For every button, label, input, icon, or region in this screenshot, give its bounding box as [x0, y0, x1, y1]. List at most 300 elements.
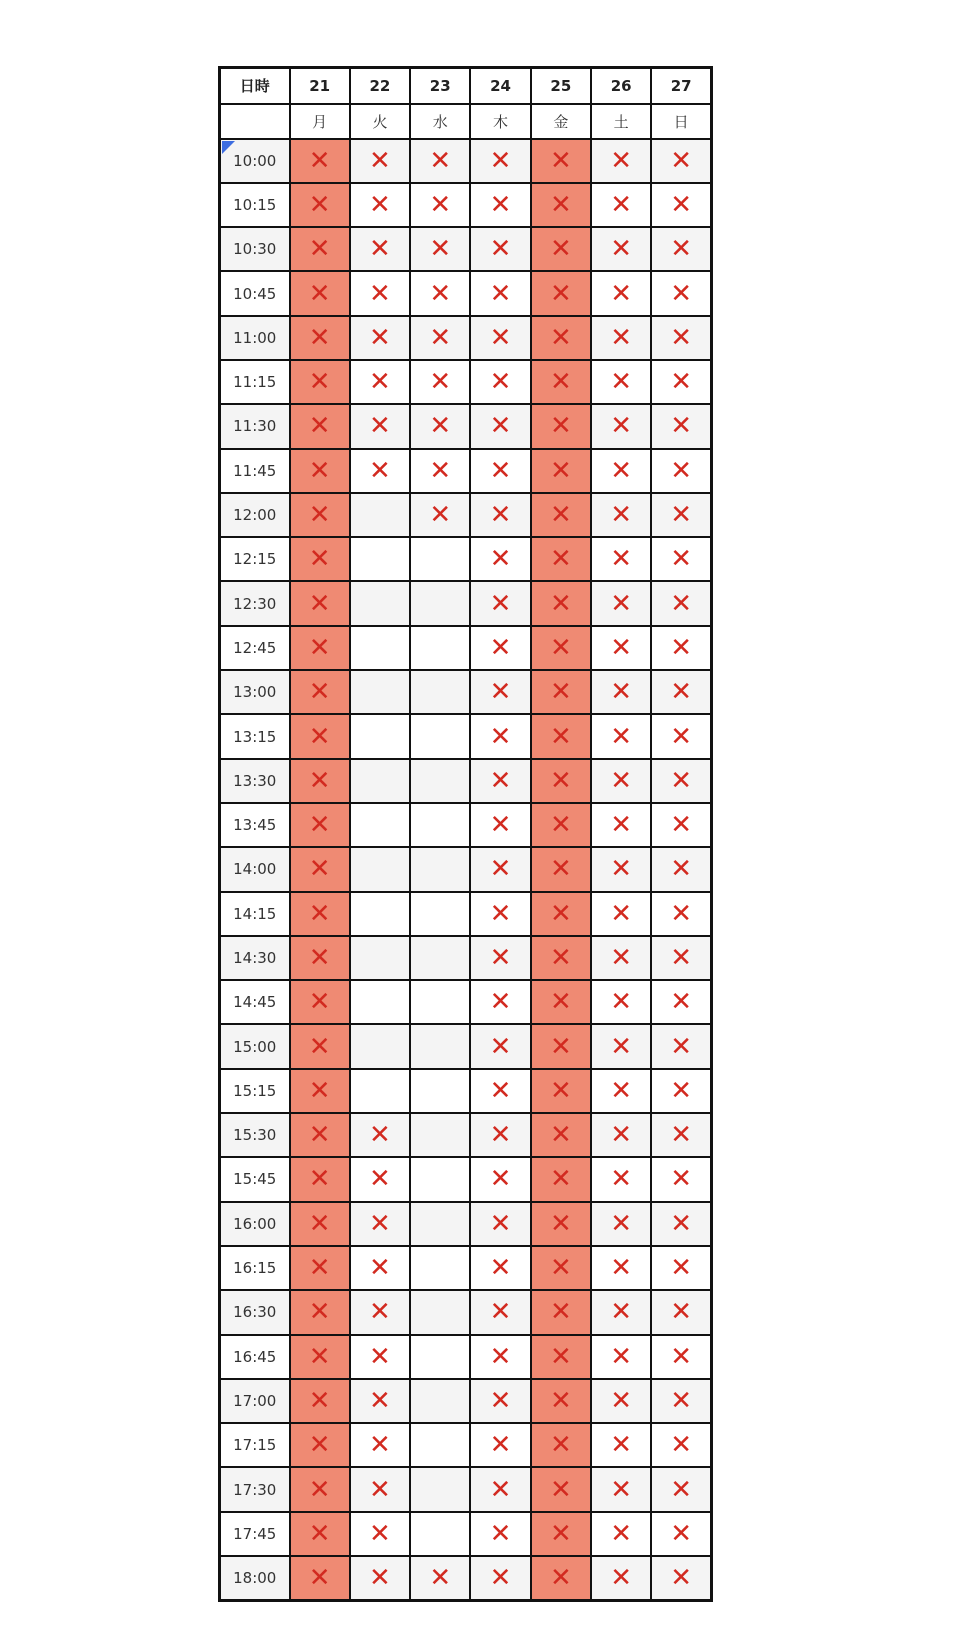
slot-cell-unavailable [470, 1290, 530, 1334]
unavailable-x-icon: ✕ [429, 189, 452, 220]
weekday-header-row [220, 104, 712, 139]
time-slot-row [220, 1335, 712, 1379]
slot-cell-available[interactable] [350, 936, 410, 980]
unavailable-x-icon: ✕ [670, 411, 693, 442]
slot-cell-available[interactable] [410, 537, 470, 581]
time-slot-row [220, 892, 712, 936]
slot-cell-available[interactable] [410, 626, 470, 670]
time-text: 10:30 [233, 240, 277, 259]
time-text: 12:15 [233, 550, 277, 569]
unavailable-x-icon: ✕ [610, 1341, 633, 1372]
slot-cell-unavailable [470, 626, 530, 670]
unavailable-x-icon: ✕ [308, 898, 331, 929]
slot-cell-unavailable [470, 316, 530, 360]
time-text: 16:00 [233, 1214, 277, 1233]
slot-cell-unavailable [290, 1335, 350, 1379]
unavailable-x-icon: ✕ [670, 854, 693, 885]
unavailable-x-icon: ✕ [610, 1518, 633, 1549]
unavailable-x-icon: ✕ [369, 1562, 391, 1593]
slot-cell-available[interactable] [410, 847, 470, 891]
time-text: 12:45 [233, 638, 277, 657]
slot-cell-unavailable [591, 493, 651, 537]
slot-cell-unavailable [470, 1556, 530, 1600]
unavailable-x-icon: ✕ [489, 1164, 512, 1195]
slot-cell-unavailable [350, 1423, 410, 1467]
unavailable-x-icon: ✕ [308, 1208, 331, 1239]
unavailable-x-icon: ✕ [308, 455, 331, 486]
unavailable-x-icon: ✕ [489, 1562, 512, 1593]
slot-cell-unavailable [651, 1202, 711, 1246]
unavailable-x-icon: ✕ [429, 278, 452, 309]
weekday-header: 水 [410, 104, 470, 139]
unavailable-x-icon: ✕ [549, 189, 572, 220]
unavailable-x-icon: ✕ [610, 145, 633, 176]
time-label [220, 936, 290, 980]
slot-cell-unavailable [470, 1024, 530, 1068]
slot-cell-unavailable [651, 847, 711, 891]
time-slot-row [220, 1423, 712, 1467]
slot-cell-unavailable [651, 271, 711, 315]
unavailable-x-icon: ✕ [489, 1253, 512, 1284]
time-text: 10:15 [233, 195, 277, 214]
unavailable-x-icon: ✕ [670, 1385, 693, 1416]
unavailable-x-icon: ✕ [549, 765, 572, 796]
time-text: 14:00 [233, 860, 277, 879]
unavailable-x-icon: ✕ [308, 721, 331, 752]
unavailable-x-icon: ✕ [369, 1518, 391, 1549]
slot-cell-unavailable [531, 1379, 591, 1423]
slot-cell-unavailable [591, 1379, 651, 1423]
slot-cell-unavailable [410, 271, 470, 315]
unavailable-x-icon: ✕ [610, 1562, 633, 1593]
slot-cell-unavailable [591, 847, 651, 891]
date-header: 21 [290, 68, 350, 104]
slot-cell-unavailable [290, 1113, 350, 1157]
slot-cell-unavailable [290, 139, 350, 183]
slot-cell-unavailable [470, 1246, 530, 1290]
unavailable-x-icon: ✕ [308, 1164, 331, 1195]
slot-cell-unavailable [651, 1069, 711, 1113]
slot-cell-unavailable [470, 980, 530, 1024]
unavailable-x-icon: ✕ [489, 234, 512, 265]
slot-cell-available[interactable] [410, 980, 470, 1024]
date-header: 23 [410, 68, 470, 104]
slot-cell-available[interactable] [410, 1157, 470, 1201]
time-label [220, 1467, 290, 1511]
slot-cell-unavailable [470, 1379, 530, 1423]
slot-cell-unavailable [591, 404, 651, 448]
unavailable-x-icon: ✕ [308, 987, 331, 1018]
time-slot-row [220, 183, 712, 227]
unavailable-x-icon: ✕ [549, 721, 572, 752]
weekday-header: 金 [531, 104, 591, 139]
time-label [220, 449, 290, 493]
slot-cell-unavailable [470, 139, 530, 183]
slot-cell-available[interactable] [410, 1467, 470, 1511]
unavailable-x-icon: ✕ [610, 898, 633, 929]
time-text: 14:45 [233, 993, 277, 1012]
unavailable-x-icon: ✕ [429, 322, 452, 353]
time-label [220, 759, 290, 803]
slot-cell-unavailable [290, 1202, 350, 1246]
time-slot-row [220, 493, 712, 537]
slot-cell-unavailable [290, 581, 350, 625]
slot-cell-unavailable [531, 449, 591, 493]
time-label [220, 1512, 290, 1556]
slot-cell-available[interactable] [350, 803, 410, 847]
unavailable-x-icon: ✕ [670, 898, 693, 929]
unavailable-x-icon: ✕ [670, 1297, 693, 1328]
time-label [220, 1024, 290, 1068]
slot-cell-unavailable [470, 670, 530, 714]
slot-cell-unavailable [350, 1290, 410, 1334]
slot-cell-unavailable [410, 449, 470, 493]
time-slot-row [220, 759, 712, 803]
unavailable-x-icon: ✕ [610, 411, 633, 442]
unavailable-x-icon: ✕ [308, 765, 331, 796]
slot-cell-available[interactable] [410, 1379, 470, 1423]
time-slot-row [220, 1379, 712, 1423]
slot-cell-unavailable [651, 1290, 711, 1334]
time-label [220, 1335, 290, 1379]
unavailable-x-icon: ✕ [489, 1208, 512, 1239]
date-header: 25 [531, 68, 591, 104]
unavailable-x-icon: ✕ [670, 1075, 693, 1106]
unavailable-x-icon: ✕ [670, 234, 693, 265]
slot-cell-unavailable [470, 227, 530, 271]
slot-cell-unavailable [531, 1202, 591, 1246]
slot-cell-unavailable [350, 316, 410, 360]
time-text: 15:00 [233, 1037, 277, 1056]
slot-cell-unavailable [591, 581, 651, 625]
slot-cell-unavailable [350, 1157, 410, 1201]
slot-cell-unavailable [410, 1556, 470, 1600]
slot-cell-unavailable [531, 227, 591, 271]
slot-cell-unavailable [290, 847, 350, 891]
slot-cell-unavailable [591, 1202, 651, 1246]
time-label [220, 714, 290, 758]
slot-cell-unavailable [290, 626, 350, 670]
slot-cell-available[interactable] [350, 1069, 410, 1113]
time-slot-row [220, 847, 712, 891]
slot-cell-unavailable [651, 449, 711, 493]
slot-cell-unavailable [350, 1202, 410, 1246]
slot-cell-available[interactable] [350, 759, 410, 803]
unavailable-x-icon: ✕ [670, 1208, 693, 1239]
time-label [220, 183, 290, 227]
slot-cell-unavailable [591, 892, 651, 936]
slot-cell-unavailable [410, 227, 470, 271]
time-text: 12:30 [233, 594, 277, 613]
time-slot-row [220, 1024, 712, 1068]
slot-cell-available[interactable] [350, 847, 410, 891]
unavailable-x-icon: ✕ [549, 1164, 572, 1195]
unavailable-x-icon: ✕ [670, 1474, 693, 1505]
time-label [220, 1157, 290, 1201]
time-text: 11:30 [233, 417, 277, 436]
slot-cell-available[interactable] [410, 803, 470, 847]
unavailable-x-icon: ✕ [489, 1430, 512, 1461]
slot-cell-available[interactable] [410, 1290, 470, 1334]
slot-cell-available[interactable] [350, 581, 410, 625]
time-label [220, 1556, 290, 1600]
time-slot-row [220, 1069, 712, 1113]
time-label [220, 271, 290, 315]
slot-cell-available[interactable] [410, 1113, 470, 1157]
slot-cell-available[interactable] [350, 626, 410, 670]
time-label [220, 493, 290, 537]
slot-cell-unavailable [531, 626, 591, 670]
unavailable-x-icon: ✕ [610, 322, 633, 353]
unavailable-x-icon: ✕ [610, 1075, 633, 1106]
unavailable-x-icon: ✕ [308, 1075, 331, 1106]
slot-cell-available[interactable] [410, 1069, 470, 1113]
unavailable-x-icon: ✕ [670, 278, 693, 309]
slot-cell-unavailable [470, 1157, 530, 1201]
slot-cell-unavailable [531, 936, 591, 980]
slot-cell-unavailable [531, 537, 591, 581]
unavailable-x-icon: ✕ [369, 367, 391, 398]
unavailable-x-icon: ✕ [670, 1120, 693, 1151]
slot-cell-unavailable [531, 759, 591, 803]
unavailable-x-icon: ✕ [670, 544, 693, 575]
unavailable-x-icon: ✕ [489, 810, 512, 841]
unavailable-x-icon: ✕ [549, 1562, 572, 1593]
unavailable-x-icon: ✕ [549, 810, 572, 841]
slot-cell-unavailable [290, 759, 350, 803]
unavailable-x-icon: ✕ [489, 987, 512, 1018]
time-text: 17:15 [233, 1436, 277, 1455]
slot-cell-available[interactable] [410, 581, 470, 625]
time-label [220, 404, 290, 448]
slot-cell-unavailable [651, 936, 711, 980]
unavailable-x-icon: ✕ [610, 1385, 633, 1416]
slot-cell-available[interactable] [350, 980, 410, 1024]
slot-cell-unavailable [651, 1157, 711, 1201]
slot-cell-unavailable [651, 360, 711, 404]
unavailable-x-icon: ✕ [549, 1297, 572, 1328]
time-slot-row [220, 1467, 712, 1511]
time-label [220, 626, 290, 670]
unavailable-x-icon: ✕ [308, 942, 331, 973]
unavailable-x-icon: ✕ [610, 1120, 633, 1151]
slot-cell-unavailable [531, 1113, 591, 1157]
slot-cell-unavailable [651, 493, 711, 537]
time-text: 16:45 [233, 1347, 277, 1366]
unavailable-x-icon: ✕ [549, 588, 572, 619]
slot-cell-unavailable [531, 892, 591, 936]
unavailable-x-icon: ✕ [429, 367, 452, 398]
slot-cell-unavailable [591, 271, 651, 315]
unavailable-x-icon: ✕ [549, 234, 572, 265]
slot-cell-unavailable [470, 360, 530, 404]
unavailable-x-icon: ✕ [308, 1518, 331, 1549]
time-label [220, 581, 290, 625]
time-slot-row [220, 1556, 712, 1600]
slot-cell-unavailable [290, 227, 350, 271]
slot-cell-unavailable [531, 183, 591, 227]
time-text: 14:15 [233, 904, 277, 923]
slot-cell-unavailable [410, 139, 470, 183]
slot-cell-unavailable [290, 537, 350, 581]
slot-cell-available[interactable] [350, 670, 410, 714]
slot-cell-unavailable [470, 847, 530, 891]
unavailable-x-icon: ✕ [308, 677, 331, 708]
unavailable-x-icon: ✕ [549, 1120, 572, 1151]
unavailable-x-icon: ✕ [489, 189, 512, 220]
time-label [220, 360, 290, 404]
slot-cell-available[interactable] [410, 1246, 470, 1290]
time-text: 12:00 [233, 506, 277, 525]
time-text: 10:45 [233, 284, 277, 303]
time-label [220, 316, 290, 360]
slot-cell-unavailable [470, 183, 530, 227]
time-slot-row [220, 1157, 712, 1201]
date-header: 27 [651, 68, 711, 104]
weekday-header: 土 [591, 104, 651, 139]
slot-cell-unavailable [651, 670, 711, 714]
unavailable-x-icon: ✕ [308, 1120, 331, 1151]
slot-cell-unavailable [531, 581, 591, 625]
unavailable-x-icon: ✕ [489, 765, 512, 796]
unavailable-x-icon: ✕ [429, 411, 452, 442]
time-slot-row [220, 803, 712, 847]
slot-cell-unavailable [591, 139, 651, 183]
unavailable-x-icon: ✕ [489, 1518, 512, 1549]
slot-cell-unavailable [350, 1335, 410, 1379]
unavailable-x-icon: ✕ [670, 721, 693, 752]
unavailable-x-icon: ✕ [670, 1164, 693, 1195]
unavailable-x-icon: ✕ [429, 1562, 452, 1593]
unavailable-x-icon: ✕ [489, 588, 512, 619]
slot-cell-unavailable [470, 1467, 530, 1511]
slot-cell-available[interactable] [350, 493, 410, 537]
unavailable-x-icon: ✕ [369, 1120, 391, 1151]
slot-cell-unavailable [290, 714, 350, 758]
slot-cell-unavailable [290, 1024, 350, 1068]
unavailable-x-icon: ✕ [670, 500, 693, 531]
unavailable-x-icon: ✕ [369, 1385, 391, 1416]
unavailable-x-icon: ✕ [549, 145, 572, 176]
slot-cell-unavailable [531, 1423, 591, 1467]
unavailable-x-icon: ✕ [308, 1341, 331, 1372]
slot-cell-available[interactable] [410, 1202, 470, 1246]
unavailable-x-icon: ✕ [670, 1562, 693, 1593]
slot-cell-unavailable [531, 1467, 591, 1511]
time-slot-row [220, 1202, 712, 1246]
slot-cell-available[interactable] [410, 1512, 470, 1556]
time-slot-row [220, 1113, 712, 1157]
date-header: 26 [591, 68, 651, 104]
unavailable-x-icon: ✕ [489, 854, 512, 885]
slot-cell-unavailable [531, 1556, 591, 1600]
unavailable-x-icon: ✕ [549, 322, 572, 353]
slot-cell-unavailable [651, 626, 711, 670]
time-slot-row [220, 714, 712, 758]
unavailable-x-icon: ✕ [610, 854, 633, 885]
slot-cell-available[interactable] [350, 714, 410, 758]
slot-cell-available[interactable] [410, 892, 470, 936]
time-text: 14:30 [233, 948, 277, 967]
slot-cell-unavailable [651, 980, 711, 1024]
unavailable-x-icon: ✕ [610, 278, 633, 309]
unavailable-x-icon: ✕ [369, 1253, 391, 1284]
unavailable-x-icon: ✕ [610, 500, 633, 531]
slot-cell-unavailable [651, 1335, 711, 1379]
slot-cell-unavailable [531, 360, 591, 404]
unavailable-x-icon: ✕ [670, 189, 693, 220]
unavailable-x-icon: ✕ [369, 1164, 391, 1195]
unavailable-x-icon: ✕ [369, 278, 391, 309]
slot-cell-unavailable [290, 1467, 350, 1511]
slot-cell-unavailable [290, 360, 350, 404]
time-label [220, 1113, 290, 1157]
slot-cell-unavailable [651, 1246, 711, 1290]
slot-cell-available[interactable] [350, 892, 410, 936]
unavailable-x-icon: ✕ [369, 1208, 391, 1239]
date-header: 24 [470, 68, 530, 104]
slot-cell-available[interactable] [410, 1423, 470, 1467]
slot-cell-available[interactable] [410, 1024, 470, 1068]
slot-cell-unavailable [470, 537, 530, 581]
slot-cell-available[interactable] [410, 1335, 470, 1379]
time-text: 11:00 [233, 328, 277, 347]
slot-cell-unavailable [470, 493, 530, 537]
slot-cell-unavailable [531, 1246, 591, 1290]
unavailable-x-icon: ✕ [489, 898, 512, 929]
time-label [220, 980, 290, 1024]
time-slot-row [220, 404, 712, 448]
slot-cell-unavailable [290, 1157, 350, 1201]
slot-cell-available[interactable] [350, 1024, 410, 1068]
unavailable-x-icon: ✕ [670, 145, 693, 176]
unavailable-x-icon: ✕ [610, 1297, 633, 1328]
slot-cell-unavailable [591, 670, 651, 714]
slot-cell-available[interactable] [410, 759, 470, 803]
slot-cell-unavailable [531, 271, 591, 315]
unavailable-x-icon: ✕ [549, 1031, 572, 1062]
unavailable-x-icon: ✕ [610, 234, 633, 265]
slot-cell-unavailable [350, 1113, 410, 1157]
time-slot-row [220, 139, 712, 183]
slot-cell-unavailable [651, 404, 711, 448]
time-label [220, 1246, 290, 1290]
slot-cell-available[interactable] [410, 936, 470, 980]
weekday-corner-blank [220, 104, 290, 139]
unavailable-x-icon: ✕ [610, 1208, 633, 1239]
slot-cell-available[interactable] [350, 537, 410, 581]
slot-cell-unavailable [591, 1069, 651, 1113]
unavailable-x-icon: ✕ [308, 810, 331, 841]
time-slot-row [220, 537, 712, 581]
slot-cell-available[interactable] [410, 670, 470, 714]
unavailable-x-icon: ✕ [308, 1253, 331, 1284]
unavailable-x-icon: ✕ [610, 1253, 633, 1284]
slot-cell-unavailable [651, 183, 711, 227]
slot-cell-unavailable [290, 1512, 350, 1556]
unavailable-x-icon: ✕ [489, 1385, 512, 1416]
unavailable-x-icon: ✕ [489, 322, 512, 353]
slot-cell-unavailable [591, 1467, 651, 1511]
slot-cell-available[interactable] [410, 714, 470, 758]
unavailable-x-icon: ✕ [549, 411, 572, 442]
slot-cell-unavailable [290, 271, 350, 315]
unavailable-x-icon: ✕ [489, 411, 512, 442]
unavailable-x-icon: ✕ [610, 677, 633, 708]
slot-cell-unavailable [290, 1069, 350, 1113]
time-text: 10:00 [233, 151, 277, 170]
slot-cell-unavailable [531, 980, 591, 1024]
